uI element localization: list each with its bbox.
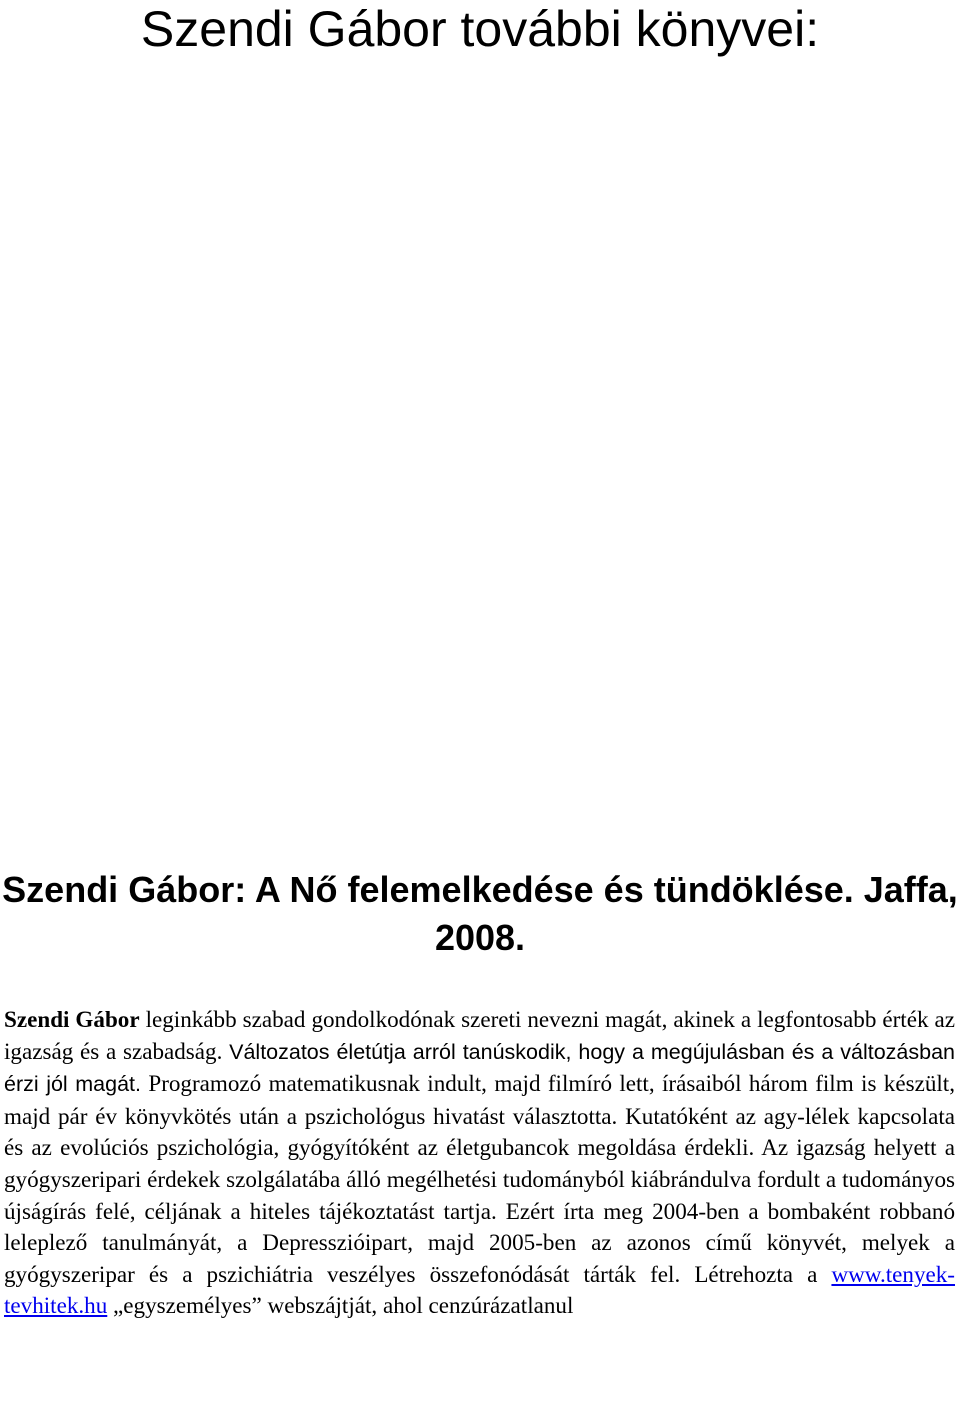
book-heading-line-1: Szendi Gábor: A Nő felemelkedése és tündöklése. Jaffa, xyxy=(2,869,958,910)
author-description-paragraph xyxy=(4,1004,955,1322)
description-text-part-1: leginkább szabad gondolkodónak szereti nevezni magát, akinek a legfontosabb érték az igazság és a szabadság. xyxy=(4,1006,956,1064)
page-title: Szendi Gábor további könyvei: xyxy=(140,1,820,57)
description-text-part-4: „egyszemélyes” webszájtját, ahol cenzúrázatlanul xyxy=(107,1292,574,1319)
description-text-part-3: Programozó matematikusnak indult, majd filmíró lett, írásaiból három film is készült, majd pár év könyvkötés után a pszichológus hivatást választotta. Kutatóként az agy-lélek kapcsolata és az evolúciós pszichológia, gyógyítóként az életgubancok megoldása érdekli. Az igazság helyett a gyógyszeripari érdekek szolgálatába álló megélhetési tudományból kiábrándulva fordult a tudományos újságírás felé, céljának a hiteles tájékoztatást tartja. Ezért írta meg 2004-ben a bombaként robbanó leleplező tanulmányát, a Depresszióipart, majd 2005-ben az azonos című könyvét, melyek a gyógyszeripar és a pszichiátria veszélyes összefonódását tárták fel. Létrehozta a xyxy=(4,1070,955,1287)
author-name: Szendi Gábor xyxy=(4,1006,140,1032)
website-link[interactable]: www.tenyek-tevhitek.hu xyxy=(4,1260,955,1319)
book-heading xyxy=(0,866,960,962)
description-text-part-2: Változatos életútja arról tanúskodik, hogy a megújulásban és a változásban érzi jól magát. xyxy=(4,1039,955,1097)
book-heading-line-2: 2008. xyxy=(434,917,526,958)
